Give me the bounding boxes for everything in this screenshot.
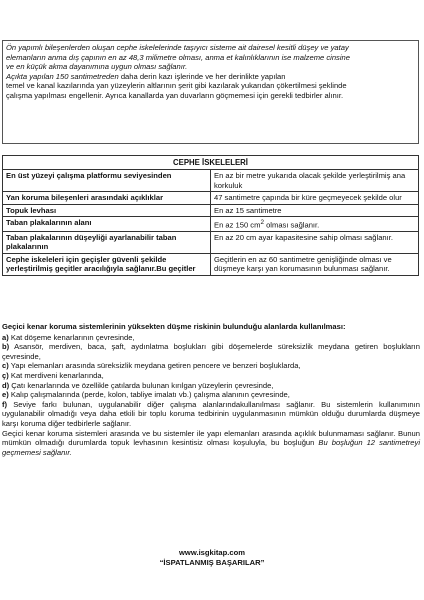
list-letter: ç) [2, 370, 9, 380]
table-row [3, 192, 419, 204]
table-cell-left: Cephe iskeleleri için geçişler güvenli şekilde yerleştirilmiş geçitler aracılığıyla sağlanır.Bu geçitler [3, 253, 211, 275]
list-text: Asansör, merdiven, baca, şaft, aydınlatma boşlukları gibi döşemelerde süreksizlik meydana getiren boşlukların çevresinde, [2, 342, 420, 361]
table-row [3, 204, 419, 216]
table-cell-right [211, 217, 419, 232]
intro-line: elemanların anma dış çapının en az 48,3 milimetre olması, anma et kalınlıklarının ise malzeme cinsine [6, 52, 350, 62]
list-letter: b) [2, 342, 10, 352]
intro-line: Ön yapımlı bileşenlerden oluşan cephe iskelelerinde taşıyıcı sisteme ait dairesel kesitli düşey ve yatay [6, 43, 349, 52]
cephe-iskeleleri-table [2, 155, 419, 276]
list-text: Kalıp çalışmalarında (perde, kolon, tabliye imalatı vb.) çalışma alanının çevresinde, [8, 390, 290, 400]
intro-line: temel ve kanal kazılarında yan yüzeylerin altlarının şerit gibi kazılarak yukarıdan çökertilmesi şeklinde [6, 81, 347, 91]
list-item [2, 361, 420, 371]
intro-box [2, 40, 419, 144]
list-letter: d) [2, 380, 10, 390]
closing-paragraph [2, 429, 420, 458]
table-row [3, 170, 419, 192]
intro-line: ve en küçük akma dayanımına uygun olması sağlanır. [6, 62, 188, 72]
list-text: Kat merdiveni kenarlarında, [8, 370, 104, 380]
footer-slogan: “İSPATLANMIŞ BAŞARILAR” [159, 558, 265, 567]
list-letter: c) [2, 361, 9, 371]
list-item [2, 381, 420, 391]
table-row [3, 217, 419, 232]
list-letter: f) [2, 399, 8, 409]
intro-line-italic: Açıkta yapılan 150 santimetreden [6, 71, 119, 81]
table-row [3, 231, 419, 253]
table-cell-right: En az 15 santimetre [211, 204, 419, 216]
footer-website: www.isgkitap.com [179, 548, 245, 557]
section-heading: Geçici kenar koruma sistemlerinin yüksekten düşme riskinin bulunduğu alanlarda kullanılması: [2, 322, 346, 331]
intro-line-normal: daha derin kazı işlerinde ve her derinlikte yapılan [118, 71, 286, 81]
table-title: CEPHE İSKELELERİ [3, 156, 419, 170]
list-letter: a) [2, 332, 9, 342]
area-unit-superscript: 2 [260, 219, 264, 227]
closing-italic: Bu boşluğun 12 santimetreyi geçmemesi sağlanır. [2, 438, 421, 457]
list-letter: e) [2, 390, 9, 400]
table-row [3, 253, 419, 275]
table-cell-right: Geçitlerin en az 60 santimetre genişliğinde olması ve düşmeye karşı yan korumasının bulunması sağlanır. [211, 253, 419, 275]
table-cell-left: Yan koruma bileşenleri arasındaki açıklıklar [3, 192, 211, 204]
table-cell-left: Taban plakalarının alanı [3, 217, 211, 232]
table-cell-right: En az 20 cm ayar kapasitesine sahip olması sağlanır. [211, 231, 419, 253]
intro-line: çalışma yapılması engellenir. Ayrıca kanallarda yan duvarların göçmemesi için gerekli tedbirler alınır. [6, 90, 344, 100]
table-cell-right: En az bir metre yukarıda olacak şekilde yerleştirilmiş ana korkuluk [211, 170, 419, 192]
area-suffix: olması sağlanır. [263, 220, 320, 230]
table-cell-left: Topuk levhası [3, 204, 211, 216]
list-item [2, 342, 420, 361]
closing-text: Geçici kenar koruma sistemleri arasında ve bu sistemler ile yapı elemanları arasında açıklık bulunmaması sağlanır. Bunun mümkün olmadığı durumlarda topuk levhasının kesintisiz olması koşuluyla, bu boşluğun [2, 428, 420, 448]
list-text: Kat döşeme kenarlarının çevresinde, [8, 332, 135, 342]
table-cell-left: Taban plakalarının düşeyliği ayarlanabilir taban plakalarının [3, 231, 211, 253]
list-text: Seviye farkı bulunan, uygulanabilir diğer çalışma alanlarındakullanılması sağlanır. Bu sistemlerin kullanımının uygulanabilir olmadığı veya daha etkili bir toplu koruma tedbirinin uygulanmasının mümkün olduğu durumlarda düşmeye karşı koruma diğer tedbirlerle sağlanır. [2, 399, 420, 428]
footer [0, 548, 424, 568]
intro-line [6, 72, 415, 82]
table-cell-right: 47 santimetre çapında bir küre geçmeyecek şekilde olur [211, 192, 419, 204]
table-cell-left: En üst yüzeyi çalışma platformu seviyesinden [3, 170, 211, 192]
list-item [2, 333, 420, 343]
list-item [2, 371, 420, 381]
area-value: En az 150 cm [214, 220, 261, 230]
list-item [2, 390, 420, 400]
list-item [2, 400, 420, 429]
list-text: Yapı elemanları arasında süreksizlik meydana getiren pencere ve benzeri boşluklarda, [8, 361, 301, 371]
edge-protection-section [2, 322, 420, 457]
list-text: Çatı kenarlarında ve özellikle çatılarda bulunan kırılgan yüzeylerin çevresinde, [9, 380, 274, 390]
